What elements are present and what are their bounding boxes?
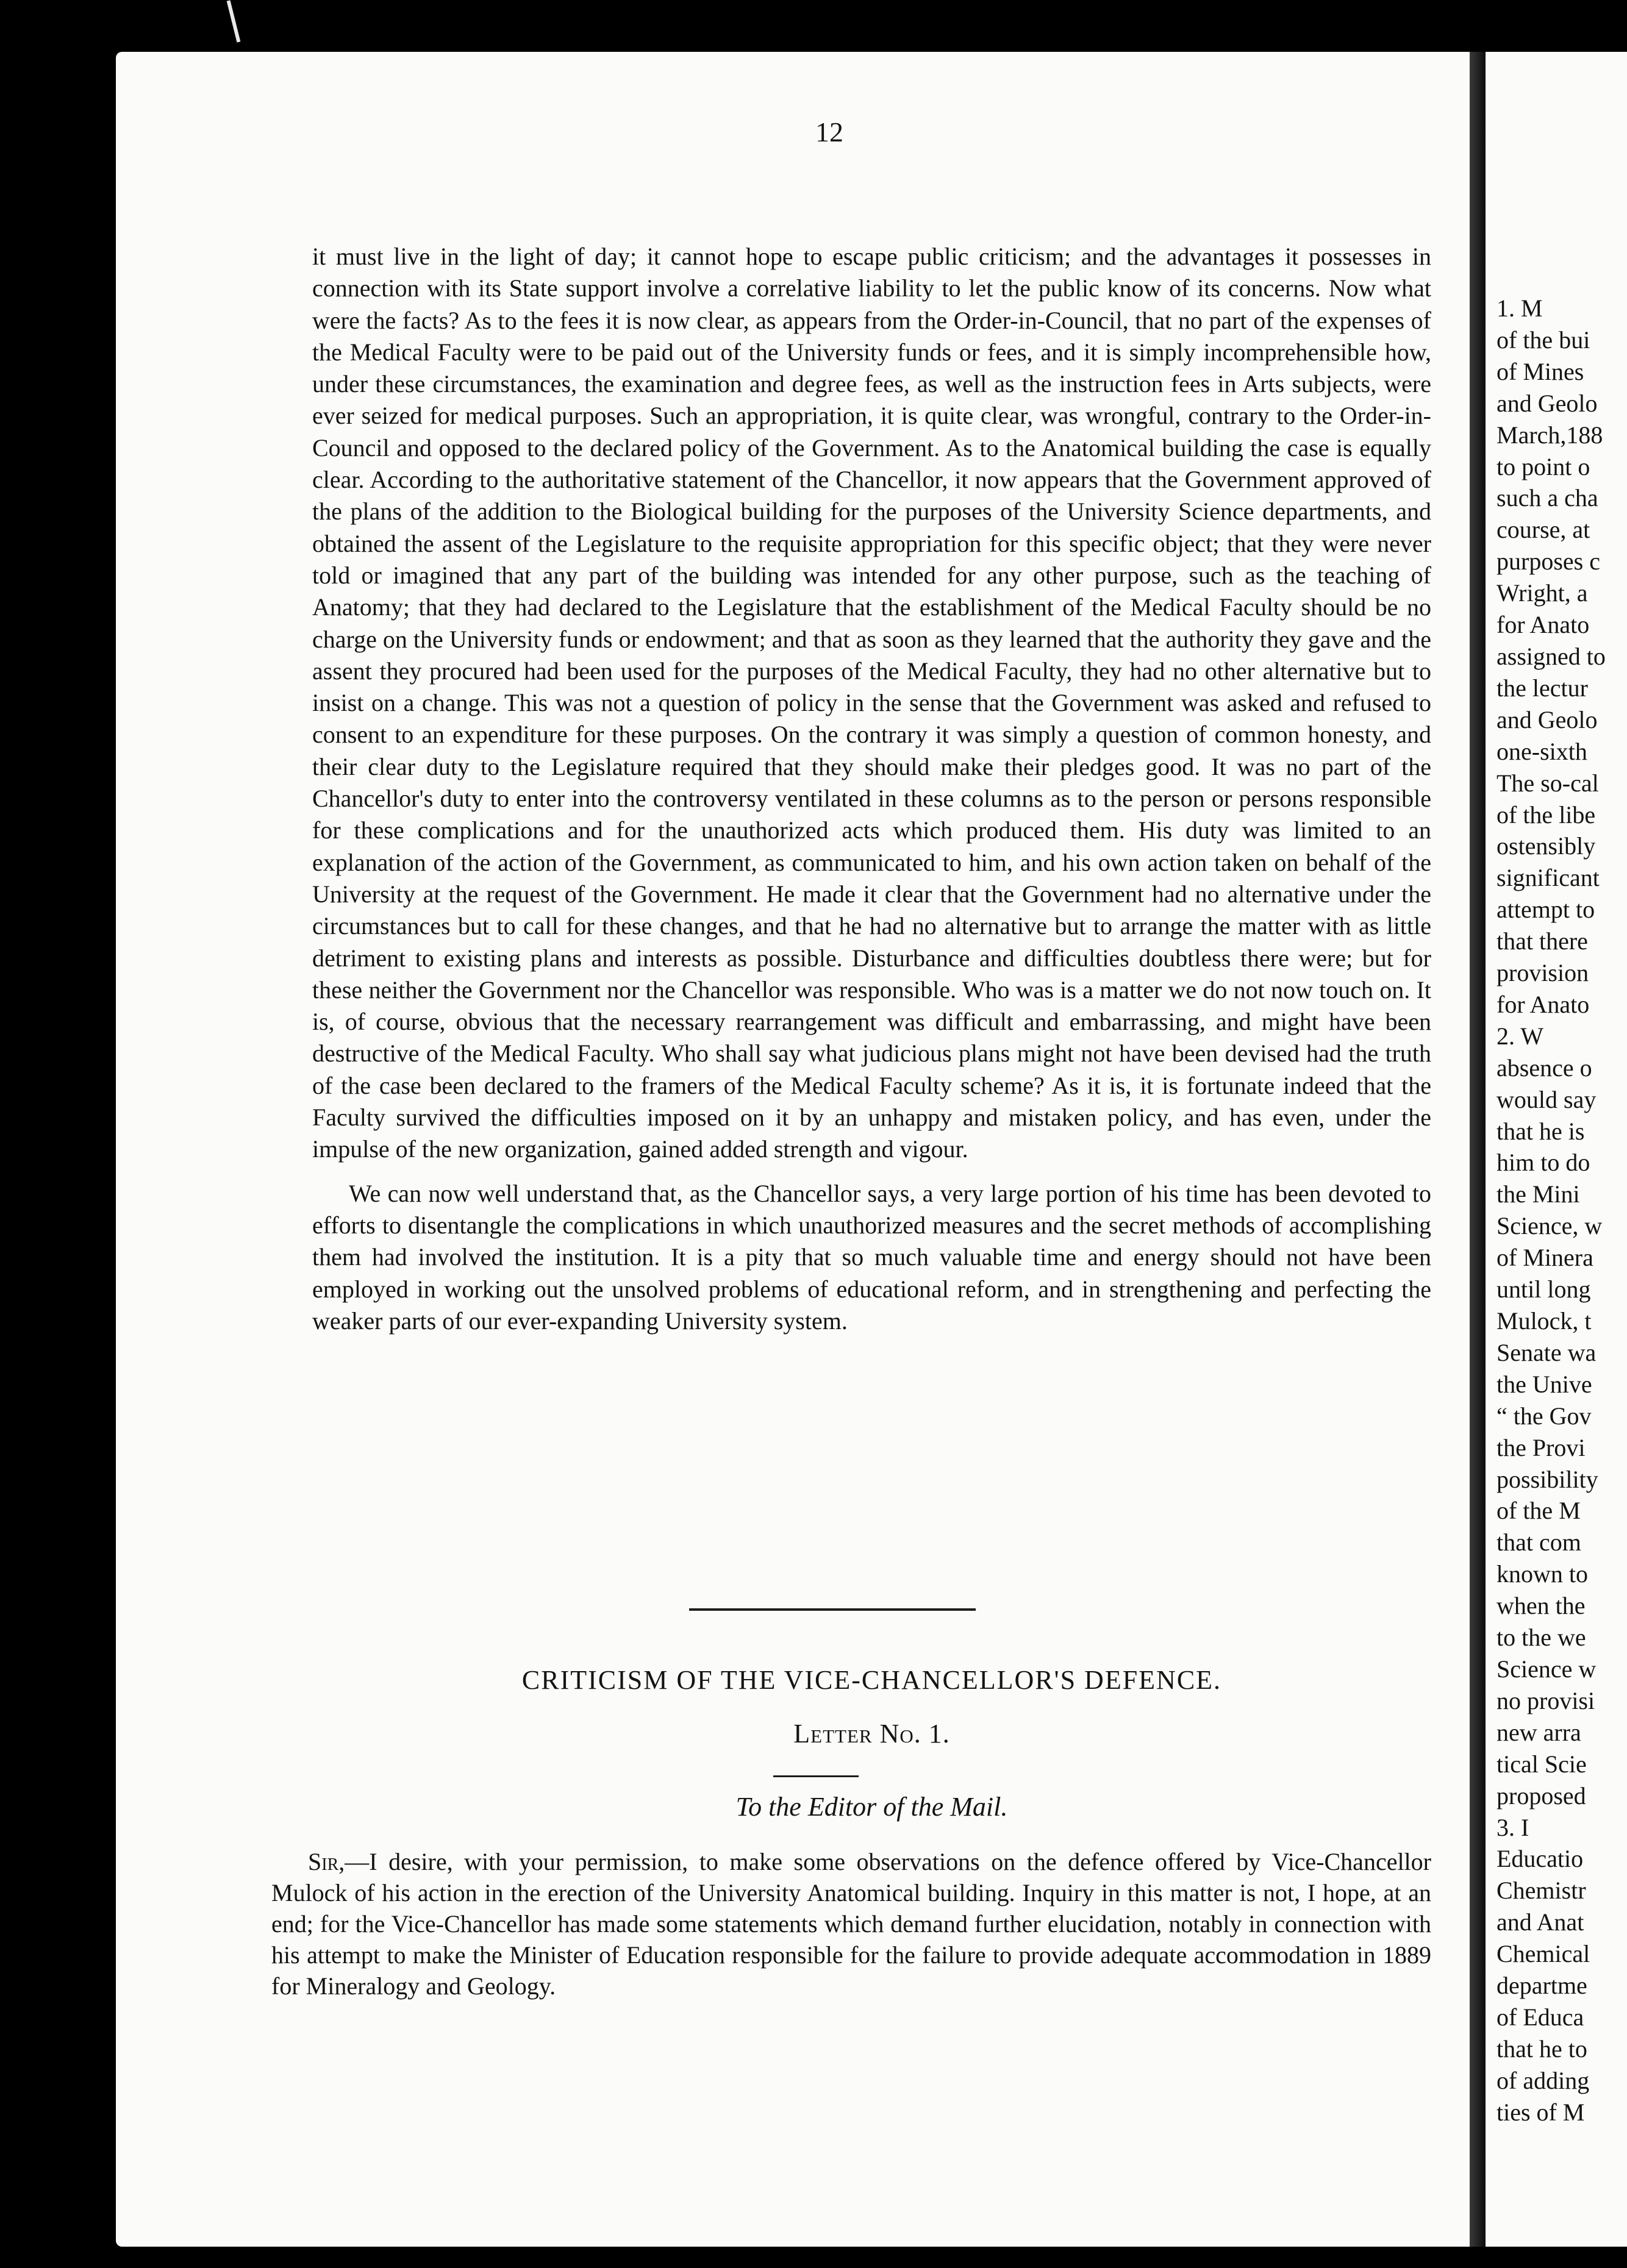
facing-page-line: for Anato	[1496, 611, 1590, 639]
facing-page-line: until long	[1496, 1275, 1591, 1303]
facing-page-line: that he is	[1496, 1117, 1585, 1145]
facing-page-line: that com	[1496, 1528, 1581, 1557]
letter-body	[271, 1846, 1431, 2002]
facing-page-line: of Educa	[1496, 2003, 1584, 2031]
facing-page-line: of Mines	[1496, 357, 1584, 385]
facing-page-line: to the we	[1496, 1624, 1586, 1652]
facing-page-line: that there	[1496, 927, 1588, 955]
facing-page-line: absence o	[1496, 1054, 1592, 1082]
facing-page-line: and Geolo	[1496, 389, 1598, 417]
facing-page-line: no provisi	[1496, 1686, 1595, 1714]
facing-page-line: Senate wa	[1496, 1338, 1597, 1366]
facing-page-line: significant	[1496, 864, 1600, 892]
facing-page-line: attempt to	[1496, 896, 1595, 924]
facing-page-line: Science, w	[1496, 1212, 1603, 1240]
facing-page-line: Mulock, t	[1496, 1307, 1592, 1335]
facing-page-line: Educatio	[1496, 1845, 1584, 1873]
facing-page-line: would say	[1496, 1085, 1597, 1113]
facing-page-line: when the	[1496, 1592, 1586, 1620]
facing-page-line: purposes c	[1496, 547, 1600, 576]
facing-page-line: tical Scie	[1496, 1750, 1587, 1778]
facing-page-line: new arra	[1496, 1718, 1581, 1746]
facing-page-line: of adding	[1496, 2066, 1590, 2094]
right-page-fragment	[1486, 52, 1627, 2247]
letter-paragraph	[271, 1846, 1431, 2002]
facing-page-line: of the bui	[1496, 326, 1590, 354]
facing-page-line: The so-cal	[1496, 769, 1599, 797]
facing-page-text	[1496, 293, 1627, 2128]
facing-page-line: course, at	[1496, 516, 1590, 544]
facing-page-line: Chemistr	[1496, 1877, 1586, 1905]
letter-salutation: To the Editor of the Mail.	[735, 1792, 1008, 1822]
book-gutter	[1470, 52, 1486, 2247]
facing-page-line: such a cha	[1496, 484, 1598, 512]
facing-page-line: that he to	[1496, 2034, 1587, 2063]
body-paragraph-2: We can now well understand that, as the Chancellor says, a very large portion of his time has been devoted to efforts to disentangle the complications in which unauthorized measures and the secret methods of accomplishing them had involved the institution. It is a pity that so much valuable time and energy should not have been employed in working out the unsolved problems of educational reform, and in strengthening and perfecting the weaker parts of our ever-expanding University system.	[312, 1179, 1431, 1335]
facing-page-line: Wright, a	[1496, 579, 1588, 607]
facing-page-line: Chemical	[1496, 1940, 1590, 1968]
facing-page-line: the Unive	[1496, 1370, 1592, 1398]
facing-page-line: Science w	[1496, 1655, 1597, 1683]
facing-page-line: for Anato	[1496, 990, 1590, 1018]
facing-page-line: the Provi	[1496, 1433, 1586, 1461]
letter-heading-rule	[773, 1775, 859, 1777]
facing-page-line: possibility	[1496, 1465, 1598, 1493]
facing-page-line: the Mini	[1496, 1180, 1580, 1208]
facing-page-line: assigned to	[1496, 642, 1606, 670]
facing-page-line: one-sixth	[1496, 737, 1587, 765]
letter-opening: Sir,	[308, 1848, 345, 1875]
facing-page-line: of the libe	[1496, 801, 1596, 829]
facing-page-line: the lectur	[1496, 674, 1588, 702]
facing-page-line: departme	[1496, 1972, 1587, 2000]
facing-page-line: 2. W	[1496, 1022, 1544, 1050]
letter-heading: Letter No. 1.	[793, 1719, 950, 1749]
facing-page-line: 3. I	[1496, 1813, 1529, 1841]
facing-page-line: provision	[1496, 959, 1589, 987]
scan-edge-mark	[227, 0, 241, 42]
facing-page-line: March,188	[1496, 421, 1603, 449]
body-paragraph-1: it must live in the light of day; it cannot hope to escape public criticism; and the advantages it possesses in connection with its State support involve a correlative liability to let the public know of its concerns. Now what were the facts? As to the fees it is now clear, as appears from the Order-in-Council, that no part of the expenses of the Medical Faculty were to be paid out of the University funds or fees, and it is simply incomprehensible how, under these circumstances, the examination and degree fees, as well as the instruction fees in Arts subjects, were ever seized for medical purposes. Such an appropriation, it is quite clear, was wrongful, contrary to the Order-in-Council and opposed to the declared policy of the Government. As to the Anatomical building the case is equally clear. According to the authoritative statement of the Chancellor, it now appears that the Government approved of the plans of the addition to the Biological building for the purposes of the University Science departments, and obtained the assent of the Legislature to the requisite appropriation for this specific object; that they were never told or imagined that any part of the building was intended for any other purpose, such as the teaching of Anatomy; that they had declared to the Legislature that the establishment of the Medical Faculty should be no charge on the University funds or endowment; and that as soon as they learned that the authority they gave and the assent they procured had been used for the purposes of the Medical Faculty, they had no other alternative but to insist on a change. This was not a question of policy in the sense that the Government was asked and refused to consent to an expenditure for these purposes. On the contrary it was simply a question of common honesty, and their clear duty to the Legislature required that they should make their pledges good. It was no part of the Chancellor's duty to enter into the controversy ventilated in these columns as to the person or persons responsible for these complications and for the unauthorized acts which produced them. His duty was limited to an explanation of the action of the Government, as communicated to him, and his own action taken on behalf of the University at the request of the Government. He made it clear that the Government had no alternative under the circumstances but to call for these changes, and that he had no alternative but to arrange the matter with as little detriment to existing plans and interests as possible. Disturbance and difficulties doubtless there were; but for these neither the Government nor the Chancellor was responsible. Who was is a matter we do not now touch on. It is, of course, obvious that the necessary rearrangement was difficult and embarrassing, and might have been destructive of the Medical Faculty. Who shall say what judicious plans might not have been devised had the truth of the case been declared to the framers of the Medical Faculty scheme? As it is, it is fortunate indeed that the Faculty survived the difficulties imposed on it by an unhappy and mistaken policy, and has even, under the impulse of the new organization, gained added strength and vigour.	[312, 243, 1431, 1163]
section-title: CRITICISM OF THE VICE-CHANCELLOR'S DEFENCE.	[521, 1665, 1222, 1695]
facing-page-line: and Anat	[1496, 1908, 1584, 1936]
facing-page-line: proposed	[1496, 1781, 1586, 1810]
facing-page-line: of Minera	[1496, 1244, 1593, 1272]
letter-paragraph-text: —I desire, with your permission, to make some observations on the defence offered by Vice-Chancellor Mulock of his action in the erection of the University Anatomical building. Inquiry in this matter is not, I hope, at an end; for the Vice-Chancellor has made some statements which demand further elucidation, notably in connection with his attempt to make the Minister of Education responsible for the failure to provide adequate accommodation in 1889 for Mineralogy and Geology.	[271, 1848, 1431, 2000]
facing-page-line: to point o	[1496, 452, 1590, 480]
section-divider-rule	[689, 1608, 976, 1611]
article-body	[312, 241, 1431, 1337]
facing-page-line: 1. M	[1496, 294, 1543, 322]
facing-page-line: “ the Gov	[1496, 1402, 1592, 1430]
facing-page-line: ties of M	[1496, 2098, 1585, 2126]
facing-page-line: ostensibly	[1496, 832, 1596, 860]
facing-page-line: of the M	[1496, 1497, 1581, 1525]
page-number: 12	[815, 116, 843, 148]
facing-page-line: known to	[1496, 1560, 1588, 1588]
facing-page-line: and Geolo	[1496, 705, 1598, 733]
facing-page-line: him to do	[1496, 1149, 1590, 1177]
